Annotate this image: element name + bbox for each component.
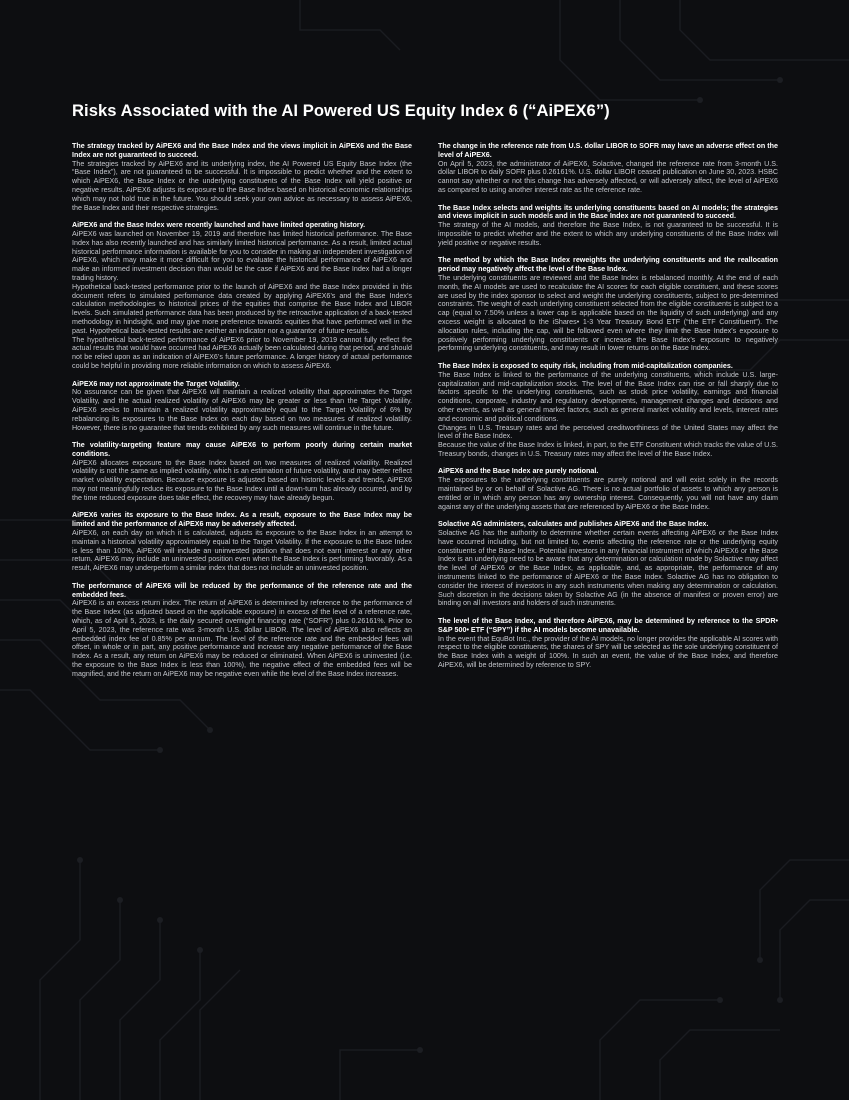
section-heading: The change in the reference rate from U.S. dollar LIBOR to SOFR may have an adverse effect on the level of AiPEX6. xyxy=(438,142,778,159)
section-heading: The strategy tracked by AiPEX6 and the Base Index and the views implicit in AiPEX6 and the Base Index are not guaranteed to succeed. xyxy=(72,142,412,159)
section-paragraph: The underlying constituents are reviewed and the Base Index is rebalanced monthly. At the end of each month, the AI models are used to recalculate the AI scores for each eligible constituent, and these scores are used by the index sponsor to select and weight the underlying constituents, subject to pre-determined constraints. The weight of each underlying constituent selected from the eligible constituents is subject to a cap (equal to 7.50% unless a lower cap is applicable based on the liquidity of such underlying) and any excess weight is allocated to the iShares• 1-3 Year Treasury Bond ETF (“the ETF Constituent”). The allocation rules, including the cap, will be followed even where they limit the Base Index’s exposure to positively performing underlying constituents or increase the Base Index’s exposure to negatively performing underlying constituents, and may result in lower returns on the Base Index. xyxy=(438,273,778,353)
section-paragraph: The strategy of the AI models, and therefore the Base Index, is not guaranteed to be successful. It is impossible to predict whether and the extent to which any underlying constituents of the Base Index will yield positive or negative results. xyxy=(438,221,778,247)
section-paragraph: AiPEX6, on each day on which it is calculated, adjusts its exposure to the Base Index in an attempt to maintain a historical volatility approximately equal to the Target Volatility. If the exposure to the Base Index is less than 100%, AiPEX6 will include an uninvested position that does not earn interest or any other return. AiPEX6 may include an uninvested position even when the Base Index is performing favorably. As a result, AiPEX6 may underperform a similar index that does not include an uninvested position. xyxy=(72,529,412,573)
risk-section-exposure xyxy=(72,511,412,573)
risk-section-ai-models xyxy=(438,204,778,248)
section-paragraph: Hypothetical back-tested performance prior to the launch of AiPEX6 and the Base Index provided in this document refers to simulated performance data created by applying AiPEX6’s and the Base Index’s calculation methodologies to historical prices of the equities that comprise the Base Index and LIBOR levels. Such simulated performance data has been produced by the retroactive application of a back-tested methodology in hindsight, and may give more preference towards equities that have performed well in the past. Hypothetical back-tested results are neither an indicator nor a guarantor of future results. xyxy=(72,282,412,335)
section-paragraph: Changes in U.S. Treasury rates and the perceived creditworthiness of the United States may affect the level of the Base Index. xyxy=(438,423,778,441)
section-paragraph: AiPEX6 allocates exposure to the Base Index based on two measures of realized volatility. Realized volatility is not the same as implied volatility, which is an estimation of future volatility, and may better reflect market volatility expectation. Because exposure is adjusted based on historic levels and trends, AiPEX6 may not meaningfully reduce its exposure to the Base Index until a down-turn has already occurred, and by the time reduced exposure does take effect, the recovery may have already begun. xyxy=(72,458,412,502)
section-heading: The method by which the Base Index reweights the underlying constituents and the reallocation period may negatively affect the level of the Base Index. xyxy=(438,256,778,274)
section-heading: The volatility-targeting feature may cause AiPEX6 to perform poorly during certain market conditions. xyxy=(72,441,412,458)
section-paragraph: No assurance can be given that AiPEX6 will maintain a realized volatility that approximates the Target Volatility, and the actual realized volatility of AiPEX6 may be greater or less than the Target Volatility. AiPEX6 seeks to maintain a realized volatility approximately equal to the Target Volatility of 6% by rebalancing its exposures to the Base Index on each day based on two measures of realized volatility. However, there is no guarantee that trends exhibited by any such measures will continue in the future. xyxy=(72,388,412,432)
risk-section-reference-rate-fees xyxy=(72,582,412,679)
section-paragraph: AiPEX6 is an excess return index. The return of AiPEX6 is determined by reference to the performance of the Base Index (as adjusted based on the applicable exposure) in excess of the level of a reference rate, which, as of April 5, 2023, is the daily secured overnight financing rate (“SOFR”) plus 0.26161%. Prior to April 5, 2023, the reference rate was 3-month U.S. dollar LIBOR. The level of AiPEX6 also reflects an embedded index fee of 0.85% per annum. The level of the reference rate and the embedded fees will offset, in whole or in part, any positive performance and increase any negative performance of the Base Index. As a result, any return on AiPEX6 may be reduced or eliminated. When AiPEX6 is uninvested (i.e. the exposure to the Base Index is less than 100%), the negative effect of the embedded fees will be magnified, and the return on AiPEX6 may be negative even while the level of the Base Index increases. xyxy=(72,599,412,678)
risk-section-strategy xyxy=(72,142,412,212)
section-paragraph: Solactive AG has the authority to determine whether certain events affecting AiPEX6 or the Base Index have occurred including, but not limited to, events affecting the reference rate or the underlying equity constituents of the Base Index. Potential investors in any financial instrument of which AiPEX6 or the Base Index is an underlying need to be aware that any determination or calculation made by Solactive may affect the level of AiPEX6 or the Base Index, as applicable, and, as appropriate, the performance of any instruments linked to the performance of AiPEX6 or the Base Index. Solactive AG has no obligation to consider the interest of investors in any such instruments when making any determination or calculation. Such discretion in the decisions taken by Solactive AG (in the absence of manifest or proven error) are binding on all investors and holders of such instruments. xyxy=(438,529,778,608)
risk-section-equity-risk xyxy=(438,362,778,459)
section-heading: AiPEX6 may not approximate the Target Volatility. xyxy=(72,379,240,388)
section-heading: AiPEX6 and the Base Index are purely notional. xyxy=(438,467,599,476)
risk-section-spy-fallback xyxy=(438,617,778,670)
section-heading: AiPEX6 and the Base Index were recently launched and have limited operating history. xyxy=(72,221,366,230)
section-paragraph: The hypothetical back-tested performance of AiPEX6 prior to November 19, 2019 cannot fully reflect the actual results that would have occurred had AiPEX6 actually been calculated during that period, and should not be relied upon as an indication of AiPEX6’s future performance. A longer history of actual performance could be helpful in providing more reliable information on which to assess AiPEX6. xyxy=(72,335,412,370)
section-paragraph: The exposures to the underlying constituents are purely notional and will exist solely in the records maintained by or on behalf of Solactive AG. There is no actual portfolio of assets to which any person is entitled or in which any person has any ownership interest. Consequently, you will not have any claim against any of the underlying assets that are referenced by AiPEX6 or the Base Index. xyxy=(438,476,778,511)
left-column xyxy=(72,142,412,687)
right-column xyxy=(438,142,778,679)
risk-section-libor-sofr xyxy=(438,142,778,195)
page-title: Risks Associated with the AI Powered US Equity Index 6 (“AiPEX6”) xyxy=(72,101,610,120)
risk-section-notional xyxy=(438,467,778,511)
section-heading: The performance of AiPEX6 will be reduced by the performance of the reference rate and the embedded fees. xyxy=(72,581,412,599)
section-heading: The Base Index is exposed to equity risk, including from mid-capitalization companies. xyxy=(438,361,733,370)
section-heading: AiPEX6 varies its exposure to the Base Index. As a result, exposure to the Base Index may be limited and the performance of AiPEX6 may be adversely affected. xyxy=(72,511,412,529)
risk-section-solactive xyxy=(438,520,778,608)
risk-section-limited-history xyxy=(72,221,412,371)
section-paragraph: On April 5, 2023, the administrator of AiPEX6, Solactive, changed the reference rate from 3-month U.S. dollar LIBOR to daily SOFR plus 0.26161%. U.S. dollar LIBOR ceased publication on June 30, 2023. HSBC cannot say whether or not this change has adversely affected, or will adversely affect, the level of AiPEX6 as compared to using another interest rate as the reference rate. xyxy=(438,159,778,194)
section-paragraph: The strategies tracked by AiPEX6 and its underlying index, the AI Powered US Equity Base Index (the “Base Index”), are not guaranteed to be successful. It is impossible to predict whether and the extent to which AiPEX6, the Base Index or the underlying constituents of the Base Index will yield positive or negative results. AiPEX6 adjusts its exposure to the Base Index based on historical economic relationships which may not hold true in the future. You should seek your own advice as necessary to assess AiPEX6, the Base Index and their respective strategies. xyxy=(72,159,412,212)
section-heading: The Base Index selects and weights its underlying constituents based on AI models; the strategies and views implicit in such models and in the Base Index are not guaranteed to succeed. xyxy=(438,203,778,221)
risk-section-reweighting xyxy=(438,256,778,353)
section-heading: Solactive AG administers, calculates and publishes AiPEX6 and the Base Index. xyxy=(438,520,709,529)
risk-section-volatility-targeting xyxy=(72,441,412,503)
section-paragraph: AiPEX6 was launched on November 19, 2019 and therefore has limited historical performance. The Base Index has also recently launched and has similarly limited historical performance. As a result, limited actual historical performance information is available for you to consider in making an independent investigation of AiPEX6, which may make it more difficult for you to evaluate the historical performance of AiPEX6 and make an informed investment decision than would be the case if AiPEX6 and the Base Index had a longer trading history. xyxy=(72,229,412,282)
section-paragraph: Because the value of the Base Index is linked, in part, to the ETF Constituent which tracks the value of U.S. Treasury bonds, changes in U.S. Treasury rates may affect the level of the Base Index. xyxy=(438,441,778,458)
risk-section-target-volatility xyxy=(72,380,412,433)
section-paragraph: The Base Index is linked to the performance of the underlying constituents, which include U.S. large-capitalization and mid-capitalization stocks. The level of the Base Index can rise or fall sharply due to factors specific to the underlying constituents, such as stock price volatility, earnings and financial conditions, corporate, industry and regulatory developments, management changes and decisions and other events, as well as general market factors, such as general market volatility and levels, interest rates and economic and political conditions. xyxy=(438,370,778,423)
section-heading: The level of the Base Index, and therefore AiPEX6, may be determined by reference to the SPDR• S&P 500• ETF (“SPY”) if the AI models become unavailable. xyxy=(438,617,778,634)
section-paragraph: In the event that EquBot Inc., the provider of the AI models, no longer provides the applicable AI scores with respect to the eligible constituents, the shares of SPY will be selected as the sole underlying constituent of the Base Index with a weight of 100%. In such an event, the value of the Base Index, and therefore AiPEX6, will be determined by reference to SPY. xyxy=(438,634,778,670)
